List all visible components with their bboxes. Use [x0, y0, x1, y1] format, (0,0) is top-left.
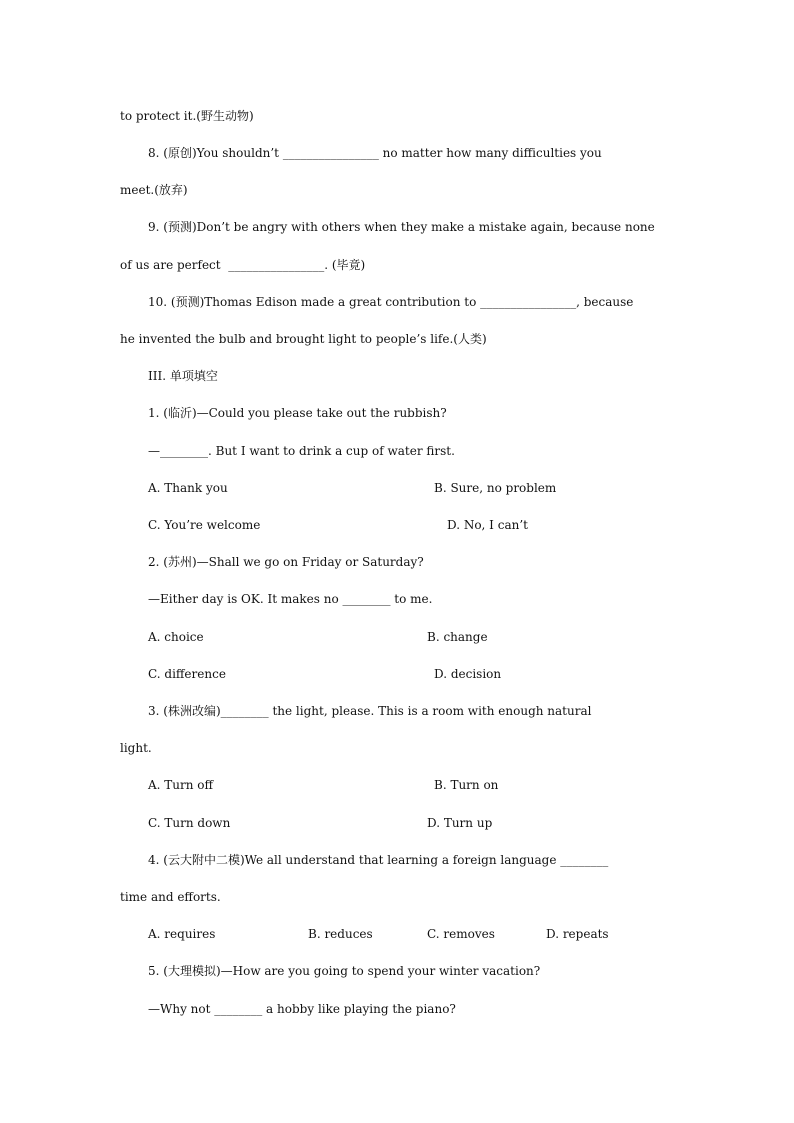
question-2-option-c: C. difference — [148, 667, 226, 681]
item9-line1: 9. (预测)Don’t be angry with others when they make a mistake again, because none — [148, 220, 655, 234]
question-3-option-b: B. Turn on — [434, 778, 499, 792]
question-3-option-c: C. Turn down — [148, 816, 231, 830]
question-2-option-a: A. choice — [148, 630, 204, 644]
question-2-reply: —Either day is OK. It makes no ________ to me. — [148, 592, 433, 606]
question-4-option-b: B. reduces — [308, 927, 373, 941]
item10-line2: he invented the bulb and brought light to people’s life.(人类) — [120, 332, 487, 346]
item9-line2: of us are perfect ________________. (毕竟) — [120, 258, 366, 272]
question-1-option-d: D. No, I can’t — [447, 518, 528, 532]
item8-line2: meet.(放弃) — [120, 183, 188, 197]
question-2-option-d: D. decision — [434, 667, 502, 681]
question-4-option-d: D. repeats — [546, 927, 609, 941]
question-1-option-a: A. Thank you — [148, 481, 228, 495]
section-heading: III. 单项填空 — [148, 369, 218, 383]
question-4-stem-cont: time and efforts. — [120, 890, 221, 904]
question-5-stem: 5. (大理模拟)—How are you going to spend your winter vacation? — [148, 964, 541, 978]
question-1-stem: 1. (临沂)—Could you please take out the rubbish? — [148, 406, 447, 420]
question-4-stem: 4. (云大附中二模)We all understand that learning a foreign language ________ — [148, 853, 609, 867]
question-1-option-b: B. Sure, no problem — [434, 481, 557, 495]
question-3-option-a: A. Turn off — [148, 778, 214, 792]
question-3-stem: 3. (株洲改编)________ the light, please. This is a room with enough natural — [148, 704, 592, 718]
question-5-reply: —Why not ________ a hobby like playing the piano? — [148, 1002, 456, 1016]
question-4-option-a: A. requires — [148, 927, 216, 941]
question-3-stem-cont: light. — [120, 741, 152, 755]
question-3-option-d: D. Turn up — [427, 816, 493, 830]
item7-tail: to protect it.(野生动物) — [120, 109, 254, 123]
question-1-option-c: C. You’re welcome — [148, 518, 261, 532]
item8-line1: 8. (原创)You shouldn’t ________________ no matter how many difficulties you — [148, 146, 602, 160]
item10-line1: 10. (预测)Thomas Edison made a great contribution to ________________, because — [148, 295, 634, 309]
question-2-stem: 2. (苏州)—Shall we go on Friday or Saturday? — [148, 555, 424, 569]
question-4-option-c: C. removes — [427, 927, 495, 941]
question-2-option-b: B. change — [427, 630, 488, 644]
question-1-reply: —________. But I want to drink a cup of water first. — [148, 444, 455, 458]
